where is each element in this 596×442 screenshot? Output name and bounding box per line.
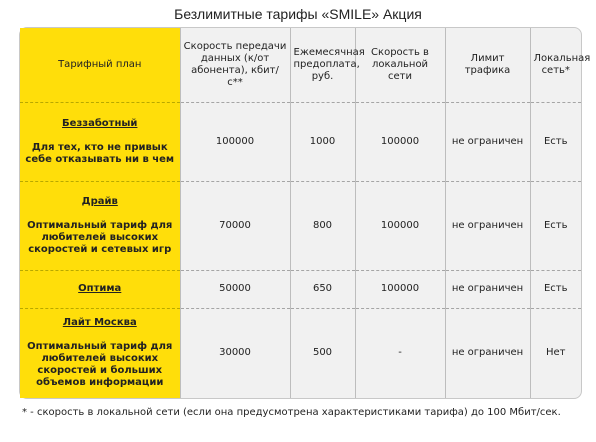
table-row — [20, 181, 581, 270]
traffic-limit-value: не ограничен — [445, 181, 530, 270]
plan-name-link[interactable]: Драйв — [81, 195, 118, 207]
local-net-value: Есть — [530, 102, 581, 181]
tariffs-table — [19, 27, 591, 399]
traffic-limit-value: не ограничен — [445, 102, 530, 181]
header-plan: Тарифный план — [20, 28, 180, 102]
speed-value: 70000 — [180, 181, 290, 270]
prepay-value: 650 — [290, 270, 355, 308]
table-row — [20, 102, 581, 181]
speed-value: 50000 — [180, 270, 290, 308]
plan-name-link[interactable]: Лайт Москва — [62, 317, 137, 329]
page-title: Безлимитные тарифы «SMILE» Акция — [174, 6, 422, 22]
traffic-limit-value: не ограничен — [445, 270, 530, 308]
plan-cell — [20, 181, 180, 270]
local-speed-value: - — [355, 308, 445, 398]
header-speed: Скорость передачи данных (к/от абонента), кбит/с** — [180, 28, 290, 102]
table-row — [20, 270, 581, 308]
local-speed-value: 100000 — [355, 270, 445, 308]
plan-cell — [20, 270, 180, 308]
plan-name-link[interactable]: Беззаботный — [62, 117, 138, 129]
local-net-value: Есть — [530, 181, 581, 270]
header-traffic-limit: Лимит трафика — [445, 28, 530, 102]
header-prepay: Ежемесячная предоплата, руб. — [290, 28, 355, 102]
footnote: * - скорость в локальной сети (если она предусмотрена характеристиками тарифа) до 100 Мбит/сек. — [22, 407, 561, 418]
speed-value: 100000 — [180, 102, 290, 181]
plan-description: Для тех, кто не привык себе отказывать ни в чем — [25, 141, 175, 165]
plan-cell — [20, 102, 180, 181]
prepay-value: 500 — [290, 308, 355, 398]
table-header-row — [20, 28, 581, 102]
table-row — [20, 308, 581, 398]
plan-description: Оптимальный тариф для любителей высоких скоростей и сетевых игр — [27, 219, 173, 255]
plan-name-link[interactable]: Оптима — [78, 283, 122, 294]
plan-description: Оптимальный тариф для любителей высоких скоростей и больших объемов информации — [27, 341, 173, 389]
plan-cell — [20, 308, 180, 398]
local-speed-value: 100000 — [355, 181, 445, 270]
local-speed-value: 100000 — [355, 102, 445, 181]
header-local-speed: Скорость в локальной сети — [355, 28, 445, 102]
prepay-value: 1000 — [290, 102, 355, 181]
traffic-limit-value: не ограничен — [445, 308, 530, 398]
speed-value: 30000 — [180, 308, 290, 398]
local-net-value: Есть — [530, 270, 581, 308]
prepay-value: 800 — [290, 181, 355, 270]
local-net-value: Нет — [530, 308, 581, 398]
header-local-net: Локальная сеть* — [530, 28, 581, 102]
